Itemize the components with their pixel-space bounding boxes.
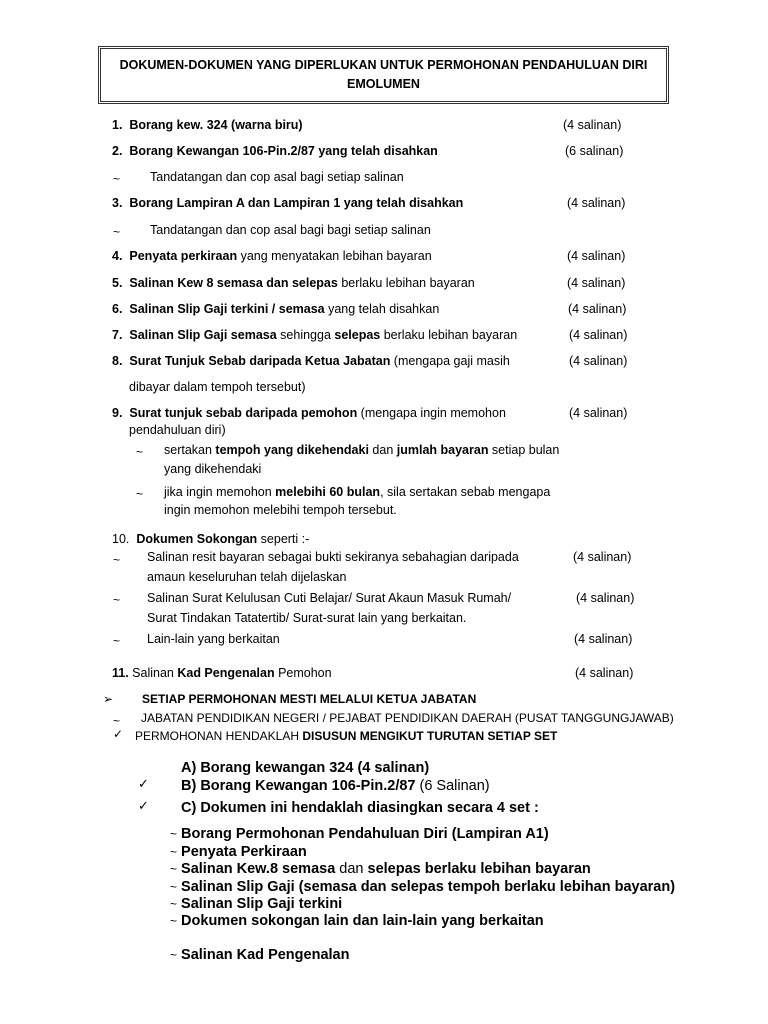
item-1-copies: (4 salinan) bbox=[563, 118, 622, 132]
sub-text: sertakan bbox=[164, 443, 216, 457]
item-10-sub-1-copies: (4 salinan) bbox=[573, 550, 632, 564]
set-a: A) Borang kewangan 324 (4 salinan) bbox=[181, 760, 430, 776]
set-list-text: Penyata Perkiraan bbox=[181, 844, 307, 860]
item-3 bbox=[112, 196, 463, 210]
item-text: Pemohon bbox=[274, 666, 332, 680]
note-text: PERMOHONAN HENDAKLAH bbox=[135, 729, 303, 743]
item-10-sub-1: Salinan resit bayaran sebagai bukti sekiranya sebahagian daripada bbox=[147, 550, 519, 564]
item-10-sub-3: Lain-lain yang berkaitan bbox=[147, 632, 280, 646]
item-5-copies: (4 salinan) bbox=[567, 276, 626, 290]
item-bold: Salinan Slip Gaji terkini / semasa bbox=[129, 302, 325, 316]
checkmark-icon: ✓ bbox=[113, 727, 124, 741]
item-4 bbox=[112, 249, 432, 263]
item-9-copies: (4 salinan) bbox=[569, 406, 628, 420]
item-text: yang telah disahkan bbox=[324, 302, 440, 316]
tilde-marker: ~ bbox=[113, 634, 121, 648]
document-title-box bbox=[98, 46, 669, 104]
item-2-copies: (6 salinan) bbox=[565, 144, 624, 158]
item-number: 11. bbox=[112, 666, 129, 680]
item-3-subnote: Tandatangan dan cop asal bagi bagi setiap salinan bbox=[150, 223, 431, 237]
item-9-sub-1 bbox=[164, 443, 559, 457]
item-number: 9. bbox=[112, 406, 123, 420]
item-number: 5. bbox=[112, 276, 123, 290]
set-list-text: Dokumen sokongan lain dan lain-lain yang berkaitan bbox=[181, 913, 544, 929]
item-4-copies: (4 salinan) bbox=[567, 249, 626, 263]
item-8-continuation: dibayar dalam tempoh tersebut) bbox=[129, 380, 306, 394]
set-list-bold: Salinan Kew.8 semasa bbox=[181, 861, 336, 877]
item-bold: Surat tunjuk sebab daripada pemohon bbox=[129, 406, 358, 420]
item-text: (mengapa gaji masih bbox=[390, 354, 510, 368]
set-list-text: Salinan Slip Gaji (semasa dan selepas tempoh berlaku lebihan bayaran) bbox=[181, 879, 676, 895]
item-8-copies: (4 salinan) bbox=[569, 354, 628, 368]
item-9-sub-1-continuation: yang dikehendaki bbox=[164, 462, 262, 476]
tilde-marker: ~ bbox=[170, 880, 178, 894]
item-number: 4. bbox=[112, 249, 123, 263]
item-10-sub-2-copies: (4 salinan) bbox=[576, 591, 635, 605]
item-8 bbox=[112, 354, 510, 368]
set-list-item bbox=[170, 861, 591, 877]
tilde-marker: ~ bbox=[170, 827, 178, 841]
note-3 bbox=[135, 729, 557, 743]
tilde-marker: ~ bbox=[113, 225, 121, 239]
item-11 bbox=[112, 666, 332, 680]
item-9-sub-2-continuation: ingin memohon melebihi tempoh tersebut. bbox=[164, 503, 397, 517]
item-2 bbox=[112, 144, 438, 158]
tilde-marker: ~ bbox=[170, 862, 178, 876]
set-list-text: Borang Permohonan Pendahuluan Diri (Lampiran A1) bbox=[181, 826, 549, 842]
item-9-sub-2 bbox=[164, 485, 550, 499]
set-list-item bbox=[170, 879, 675, 895]
item-9 bbox=[112, 406, 506, 420]
item-10-sub-2: Salinan Surat Kelulusan Cuti Belajar/ Surat Akaun Masuk Rumah/ bbox=[147, 591, 512, 605]
set-list-text: dan bbox=[335, 861, 368, 877]
item-text: berlaku lebihan bayaran bbox=[337, 276, 475, 290]
item-10 bbox=[112, 532, 309, 546]
item-text: Borang Lampiran A dan Lampiran 1 yang telah disahkan bbox=[129, 196, 464, 210]
set-list-bold: selepas berlaku lebihan bayaran bbox=[367, 861, 591, 877]
item-11-copies: (4 salinan) bbox=[575, 666, 634, 680]
item-6 bbox=[112, 302, 439, 316]
item-number: 6. bbox=[112, 302, 123, 316]
item-number: 8. bbox=[112, 354, 123, 368]
item-10-sub-1-continuation: amaun keseluruhan telah dijelaskan bbox=[147, 570, 347, 584]
arrow-bullet-icon: ➢ bbox=[103, 692, 114, 706]
item-bold: selepas bbox=[334, 328, 381, 342]
tilde-marker: ~ bbox=[136, 487, 144, 501]
tilde-marker: ~ bbox=[170, 845, 178, 859]
item-text: Borang kew. 324 (warna biru) bbox=[129, 118, 303, 132]
sub-text: , sila sertakan sebab mengapa bbox=[380, 485, 551, 499]
item-number: 3. bbox=[112, 196, 123, 210]
item-3-copies: (4 salinan) bbox=[567, 196, 626, 210]
item-5 bbox=[112, 276, 475, 290]
tilde-marker: ~ bbox=[113, 172, 121, 186]
set-list-item bbox=[170, 913, 544, 929]
item-bold: Dokumen Sokongan bbox=[136, 532, 258, 546]
checkmark-icon: ✓ bbox=[138, 798, 149, 813]
sub-text: setiap bulan bbox=[488, 443, 560, 457]
item-1 bbox=[112, 118, 303, 132]
sub-text: dan bbox=[368, 443, 397, 457]
set-list-item bbox=[170, 826, 549, 842]
set-list-text: Salinan Kad Pengenalan bbox=[181, 947, 350, 963]
tilde-marker: ~ bbox=[113, 714, 121, 728]
sub-bold: jumlah bayaran bbox=[396, 443, 489, 457]
note-2: JABATAN PENDIDIKAN NEGERI / PEJABAT PENDIDIKAN DAERAH (PUSAT TANGGUNGJAWAB) bbox=[141, 711, 674, 725]
sub-text: jika ingin memohon bbox=[164, 485, 276, 499]
title-line-1: DOKUMEN-DOKUMEN YANG DIPERLUKAN UNTUK PERMOHONAN PENDAHULUAN DIRI bbox=[119, 58, 648, 72]
item-number: 10. bbox=[112, 532, 130, 546]
item-bold: Kad Pengenalan bbox=[177, 666, 275, 680]
item-text: (mengapa ingin memohon bbox=[357, 406, 506, 420]
item-number: 1. bbox=[112, 118, 123, 132]
item-number: 2. bbox=[112, 144, 123, 158]
item-10-sub-2-continuation: Surat Tindakan Tatatertib/ Surat-surat lain yang berkaitan. bbox=[147, 611, 467, 625]
tilde-marker: ~ bbox=[170, 948, 178, 962]
note-1: SETIAP PERMOHONAN MESTI MELALUI KETUA JABATAN bbox=[142, 692, 477, 706]
set-b bbox=[181, 778, 490, 794]
sub-bold: melebihi 60 bulan bbox=[275, 485, 381, 499]
item-2-subnote: Tandatangan dan cop asal bagi setiap salinan bbox=[150, 170, 404, 184]
item-text: Salinan bbox=[128, 666, 178, 680]
tilde-marker: ~ bbox=[170, 914, 178, 928]
item-bold: Penyata perkiraan bbox=[129, 249, 238, 263]
item-6-copies: (4 salinan) bbox=[568, 302, 627, 316]
tilde-marker: ~ bbox=[113, 553, 121, 567]
item-bold: Salinan Slip Gaji semasa bbox=[129, 328, 277, 342]
item-text: sehingga bbox=[276, 328, 335, 342]
tilde-marker: ~ bbox=[170, 897, 178, 911]
item-9-continuation: pendahuluan diri) bbox=[129, 423, 226, 437]
title-line-2: EMOLUMEN bbox=[347, 77, 420, 91]
item-text: yang menyatakan lebihan bayaran bbox=[237, 249, 432, 263]
item-bold: Surat Tunjuk Sebab daripada Ketua Jabatan bbox=[129, 354, 391, 368]
set-list-item bbox=[170, 947, 349, 963]
item-7 bbox=[112, 328, 517, 342]
item-7-copies: (4 salinan) bbox=[569, 328, 628, 342]
tilde-marker: ~ bbox=[136, 445, 144, 459]
item-10-sub-3-copies: (4 salinan) bbox=[574, 632, 633, 646]
note-bold: DISUSUN MENGIKUT TURUTAN SETIAP SET bbox=[302, 729, 558, 743]
sub-bold: tempoh yang dikehendaki bbox=[215, 443, 369, 457]
set-list-text: Salinan Slip Gaji terkini bbox=[181, 896, 343, 912]
item-text: seperti :- bbox=[257, 532, 310, 546]
tilde-marker: ~ bbox=[113, 593, 121, 607]
item-number: 7. bbox=[112, 328, 123, 342]
set-b-bold: B) Borang Kewangan 106-Pin.2/87 bbox=[181, 778, 416, 794]
item-text: Borang Kewangan 106-Pin.2/87 yang telah disahkan bbox=[129, 144, 438, 158]
set-b-text: (6 Salinan) bbox=[415, 778, 490, 794]
item-text: berlaku lebihan bayaran bbox=[380, 328, 518, 342]
set-c: C) Dokumen ini hendaklah diasingkan secara 4 set : bbox=[181, 800, 539, 816]
set-list-item bbox=[170, 896, 342, 912]
checkmark-icon: ✓ bbox=[138, 776, 149, 791]
set-list-item bbox=[170, 844, 307, 860]
item-bold: Salinan Kew 8 semasa dan selepas bbox=[129, 276, 338, 290]
